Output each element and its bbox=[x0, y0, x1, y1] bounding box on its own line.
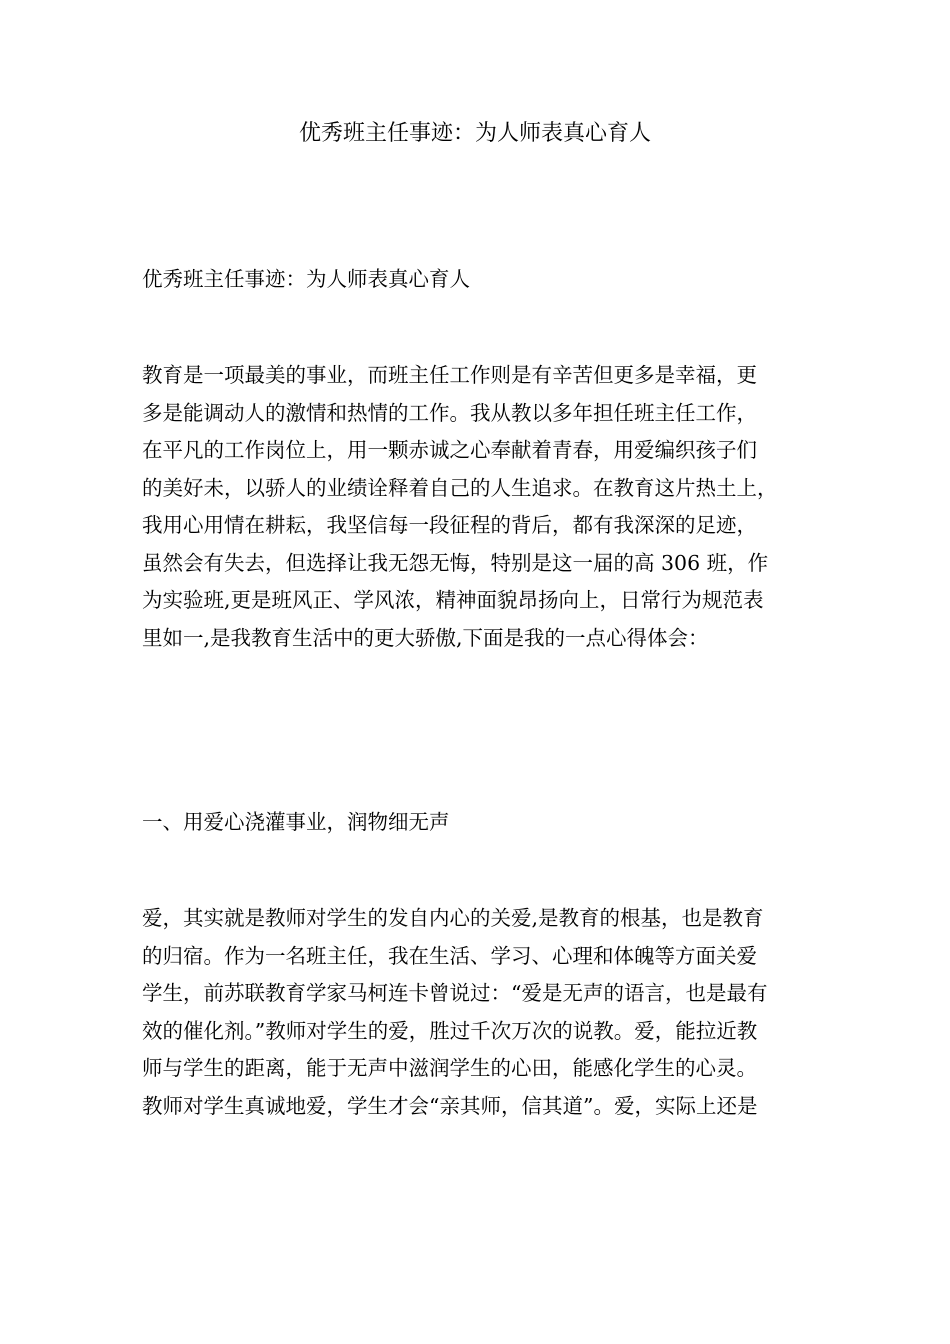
paragraph-line: 教师对学生真诚地爱，学生才会“亲其师，信其道”。爱，实际上还是 bbox=[142, 1093, 758, 1118]
paragraph-line: 我用心用情在耕耘，我坚信每一段征程的背后，都有我深深的足迹， bbox=[142, 513, 757, 537]
subtitle-text: 优秀班主任事迹：为人师表真心育人 bbox=[142, 267, 470, 291]
paragraph-line: 师与学生的距离，能于无声中滋润学生的心田，能感化学生的心灵。 bbox=[142, 1056, 757, 1080]
paragraph-line: 效的催化剂。”教师对学生的爱，胜过千次万次的说教。爱，能拉近教 bbox=[142, 1018, 758, 1043]
paragraph-line: 虽然会有失去，但选择让我无怨无悔，特别是这一届的高 306 班，作 bbox=[142, 550, 769, 575]
paragraph-line: 多是能调动人的激情和热情的工作。我从教以多年担任班主任工作， bbox=[142, 400, 757, 425]
paragraph-line: 学生，前苏联教育学家马柯连卡曾说过：“爱是无声的语言，也是最有 bbox=[142, 981, 768, 1005]
paragraph-line: 在平凡的工作岗位上，用一颗赤诚之心奉献着青春，用爱编织孩子们 bbox=[142, 438, 757, 462]
document-subtitle bbox=[142, 261, 822, 299]
paragraph-line: 爱，其实就是教师对学生的发自内心的关爱,是教育的根基，也是教育 bbox=[142, 906, 764, 930]
paragraph-line: 里如一,是我教育生活中的更大骄傲,下面是我的一点心得体会： bbox=[142, 625, 709, 650]
paragraph-intro bbox=[142, 357, 822, 657]
paragraph-line: 的美好未，以骄人的业绩诠释着自己的人生追求。在教育这片热土上， bbox=[142, 475, 778, 500]
section-heading bbox=[142, 804, 822, 842]
paragraph-line: 教育是一项最美的事业，而班主任工作则是有辛苦但更多是幸福，更 bbox=[142, 363, 757, 387]
document-title: 优秀班主任事迹：为人师表真心育人 bbox=[298, 121, 651, 146]
paragraph-love bbox=[142, 900, 822, 1125]
paragraph-line: 的归宿。作为一名班主任，我在生活、学习、心理和体魄等方面关爱 bbox=[142, 943, 757, 968]
section-heading-text: 一、用爱心浇灌事业，润物细无声 bbox=[142, 810, 450, 834]
paragraph-line: 为实验班,更是班风正、学风浓，精神面貌昂扬向上，日常行为规范表 bbox=[142, 588, 764, 612]
